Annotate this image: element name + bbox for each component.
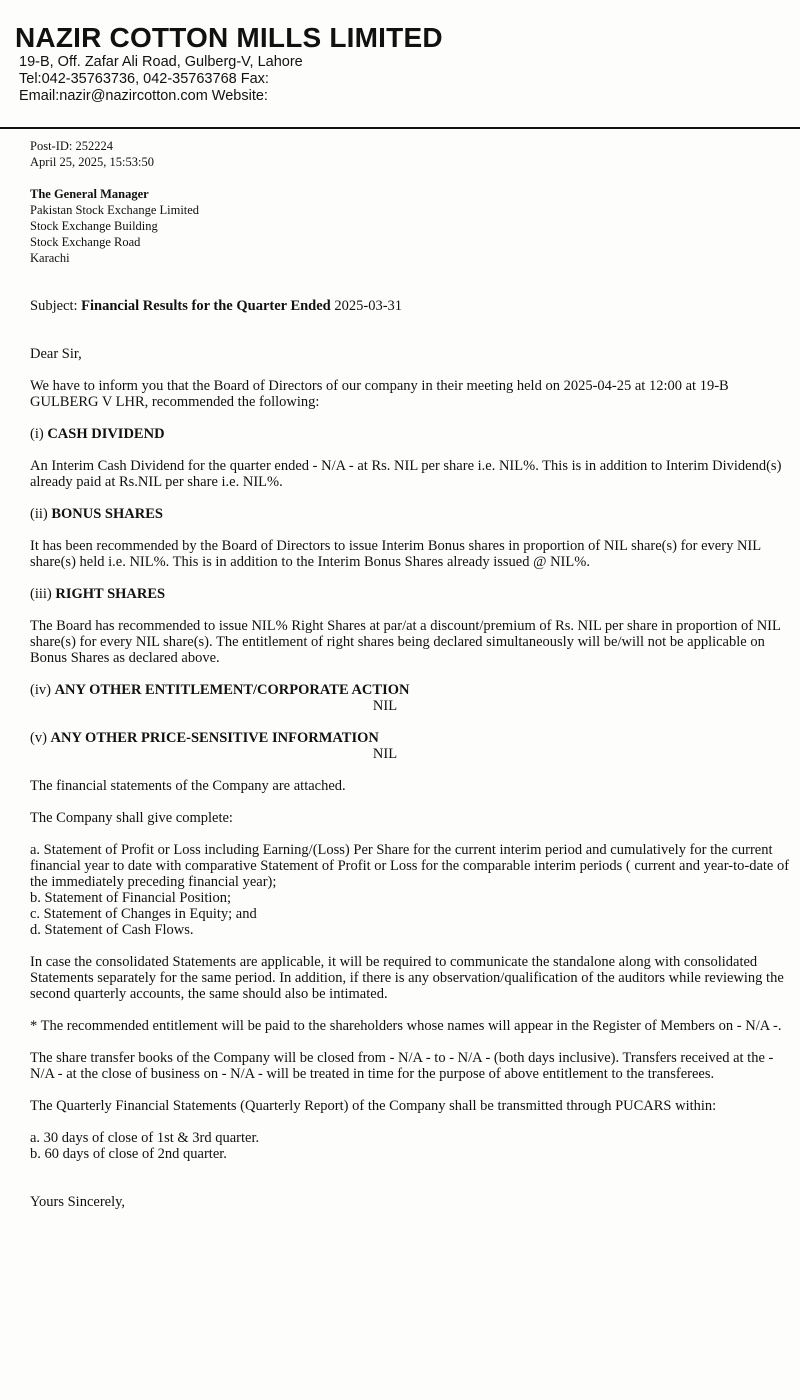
section-number: (v) bbox=[30, 730, 47, 746]
section-title: RIGHT SHARES bbox=[55, 586, 166, 602]
bonus-shares-paragraph: It has been recommended by the Board of Directors to issue Interim Bonus shares in proportion of NIL share(s) for every NIL share(s) held i.e. NIL%. This is in addition to the Interim Bonus Shares already issued @ NIL%. bbox=[30, 538, 761, 570]
section-number: (ii) bbox=[30, 506, 48, 522]
recipient-line: Karachi bbox=[30, 251, 70, 265]
section-heading bbox=[30, 586, 800, 602]
list-item: d. Statement of Cash Flows. bbox=[30, 922, 194, 938]
section-title: BONUS SHARES bbox=[51, 506, 163, 522]
subject-label: Subject: bbox=[30, 298, 78, 314]
company-phone: Tel:042-35763736, 042-35763768 Fax: bbox=[19, 71, 269, 87]
company-email: Email:nazir@nazircotton.com Website: bbox=[19, 88, 268, 104]
section-number: (i) bbox=[30, 426, 44, 442]
section-number: (iii) bbox=[30, 586, 52, 602]
recipient-line: Stock Exchange Building bbox=[30, 219, 158, 233]
section-title: CASH DIVIDEND bbox=[47, 426, 165, 442]
letterhead bbox=[0, 0, 800, 129]
section-number: (iv) bbox=[30, 682, 51, 698]
section-heading bbox=[30, 426, 800, 442]
consolidated-paragraph: In case the consolidated Statements are applicable, it will be required to communicate the standalone along with consolidated Statements separately for the same period. In addition, if there is any observation/qualification of the auditors while reviewing the second quarterly accounts, the same should also be intimated. bbox=[30, 954, 784, 1002]
subject-date: 2025-03-31 bbox=[334, 298, 403, 314]
list-item: a. 30 days of close of 1st & 3rd quarter. bbox=[30, 1130, 260, 1146]
subject-line bbox=[30, 298, 800, 314]
share-transfer-paragraph: The share transfer books of the Company will be closed from - N/A - to - N/A - (both days inclusive). Transfers received at the - N/A - at the close of business on - N/A - will be treated in time for the purpose of above entitlement to the transferees. bbox=[30, 1050, 774, 1082]
shall-give: The Company shall give complete: bbox=[30, 810, 233, 826]
right-shares-paragraph: The Board has recommended to issue NIL% Right Shares at par/at a discount/premium of Rs. NIL per share in proportion of NIL share(s) for every NIL share(s). The entitlement of right shares being declared simultaneously will be/will not be applicable on Bonus Shares as declared above. bbox=[30, 618, 781, 666]
list-item: a. Statement of Profit or Loss including Earning/(Loss) Per Share for the current interim period and cumulatively for the current financial year to date with comparative Statement of Profit or Loss for the comparable interim periods ( current and year-to-date of the immediately preceding financial year); bbox=[30, 842, 790, 890]
entitlement-note: * The recommended entitlement will be paid to the shareholders whose names will appear in the Register of Members on - N/A -. bbox=[30, 1018, 782, 1034]
section-value: NIL bbox=[372, 746, 398, 762]
statements-attached: The financial statements of the Company are attached. bbox=[30, 778, 346, 794]
letter-body bbox=[30, 138, 800, 1210]
section-heading bbox=[30, 682, 800, 698]
post-id: Post-ID: 252224 bbox=[30, 139, 113, 153]
section-heading bbox=[30, 506, 800, 522]
salutation: Dear Sir, bbox=[30, 346, 82, 362]
intro-paragraph: We have to inform you that the Board of Directors of our company in their meeting held on 2025-04-25 at 12:00 at 19-B GULBERG V LHR, recommended the following: bbox=[30, 378, 729, 410]
list-item: b. 60 days of close of 2nd quarter. bbox=[30, 1146, 227, 1162]
post-datetime: April 25, 2025, 15:53:50 bbox=[30, 155, 154, 169]
recipient-title: The General Manager bbox=[30, 187, 149, 201]
section-value: NIL bbox=[372, 698, 398, 714]
section-heading bbox=[30, 730, 800, 746]
company-address: 19-B, Off. Zafar Ali Road, Gulberg-V, Lahore bbox=[19, 54, 303, 70]
quarterly-paragraph: The Quarterly Financial Statements (Quarterly Report) of the Company shall be transmitted through PUCARS within: bbox=[30, 1098, 717, 1114]
section-title: ANY OTHER PRICE-SENSITIVE INFORMATION bbox=[50, 730, 379, 746]
closing: Yours Sincerely, bbox=[30, 1194, 126, 1210]
recipient-line: Stock Exchange Road bbox=[30, 235, 141, 249]
list-item: b. Statement of Financial Position; bbox=[30, 890, 231, 906]
list-item: c. Statement of Changes in Equity; and bbox=[30, 906, 257, 922]
recipient-line: Pakistan Stock Exchange Limited bbox=[30, 203, 200, 217]
cash-dividend-paragraph: An Interim Cash Dividend for the quarter ended - N/A - at Rs. NIL per share i.e. NIL%. This is in addition to Interim Dividend(s) already paid at Rs.NIL per share i.e. NIL%. bbox=[30, 458, 782, 490]
section-title: ANY OTHER ENTITLEMENT/CORPORATE ACTION bbox=[54, 682, 410, 698]
company-name: NAZIR COTTON MILLS LIMITED bbox=[15, 22, 443, 53]
subject-text: Financial Results for the Quarter Ended bbox=[81, 298, 331, 314]
